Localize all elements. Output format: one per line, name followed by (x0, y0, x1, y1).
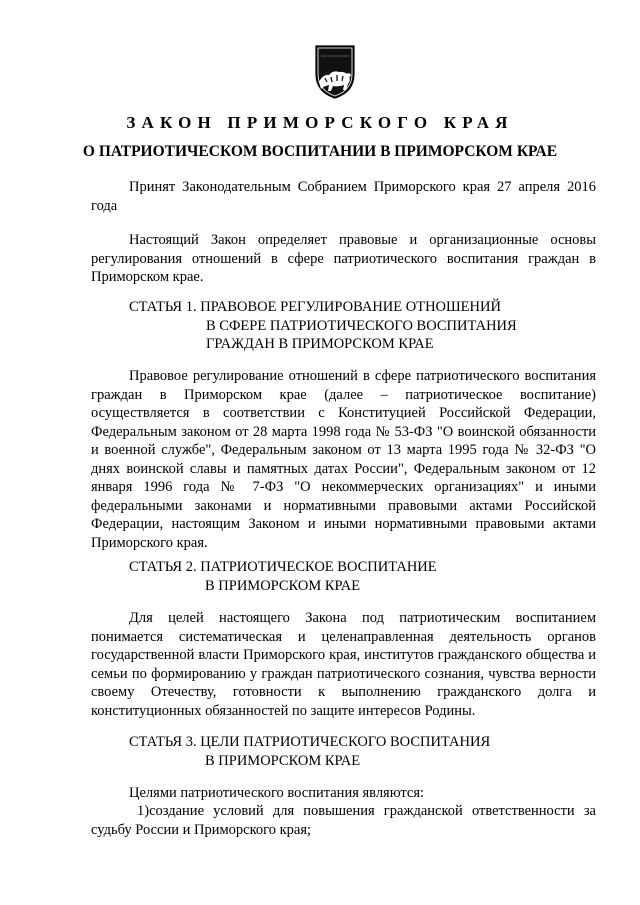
article-2-heading (129, 558, 437, 595)
article-1-heading-line2: В СФЕРЕ ПАТРИОТИЧЕСКОГО ВОСПИТАНИЯ (206, 317, 517, 334)
article-1-paragraph: Правовое регулирование отношений в сфере патриотического воспитания граждан в Приморском крае (далее – патриотическое воспитание) осуществляется в соответствии с Конституцией Российской Федерации, Федеральным законом от 28 марта 1998 года № 53-ФЗ "О воинской обязанности и военной службе", Федеральным законом от 13 марта 1995 года № 32-ФЗ "О днях воинской славы и памятных датах России", Федеральным законом от 12 января 1996 года № 7-ФЗ "О некоммерческих организациях" и иными федеральными законами и нормативными правовыми актами Российской Федерации, настоящим Законом и иными нормативными правовыми актами Приморского края. (91, 368, 596, 551)
coat-of-arms-icon (313, 44, 357, 100)
adoption-note: Принят Законодательным Собранием Приморского края 27 апреля 2016 года (91, 179, 596, 214)
article-1-heading (129, 298, 517, 354)
article-1-heading-line3: ГРАЖДАН В ПРИМОРСКОМ КРАЕ (206, 336, 434, 352)
article-1-heading-line1: СТАТЬЯ 1. ПРАВОВОЕ РЕГУЛИРОВАНИЕ ОТНОШЕНИЙ (129, 299, 501, 315)
article-2-heading-line2: В ПРИМОРСКОМ КРАЕ (205, 577, 361, 594)
law-subtitle: О ПАТРИОТИЧЕСКОМ ВОСПИТАНИИ В ПРИМОРСКОМ КРАЕ (82, 143, 558, 160)
law-title: ЗАКОН ПРИМОРСКОГО КРАЯ (126, 113, 514, 132)
article-3-heading-line2: В ПРИМОРСКОМ КРАЕ (205, 752, 361, 769)
article-3-heading-line1: СТАТЬЯ 3. ЦЕЛИ ПАТРИОТИЧЕСКОГО ВОСПИТАНИЯ (129, 734, 491, 750)
article-2-paragraph: Для целей настоящего Закона под патриотическим воспитанием понимается систематическая и целенаправленная деятельность органов государственной власти Приморского края, институтов гражданского общества и семьи по формированию у граждан патриотического сознания, чувства верности своему Отечеству, готовности к выполнению гражданского долга и конституционных обязанностей по защите интересов Родины. (91, 610, 596, 719)
article-3-item-1: 1)создание условий для повышения гражданской ответственности за судьбу России и Приморского края; (91, 803, 596, 838)
article-3-heading (129, 733, 490, 770)
article-3-intro: Целями патриотического воспитания являются: (129, 785, 425, 801)
article-2-heading-line1: СТАТЬЯ 2. ПАТРИОТИЧЕСКОЕ ВОСПИТАНИЕ (129, 559, 437, 575)
preamble-paragraph: Настоящий Закон определяет правовые и организационные основы регулирования отношений в сфере патриотического воспитания граждан в Приморском крае. (91, 232, 596, 285)
